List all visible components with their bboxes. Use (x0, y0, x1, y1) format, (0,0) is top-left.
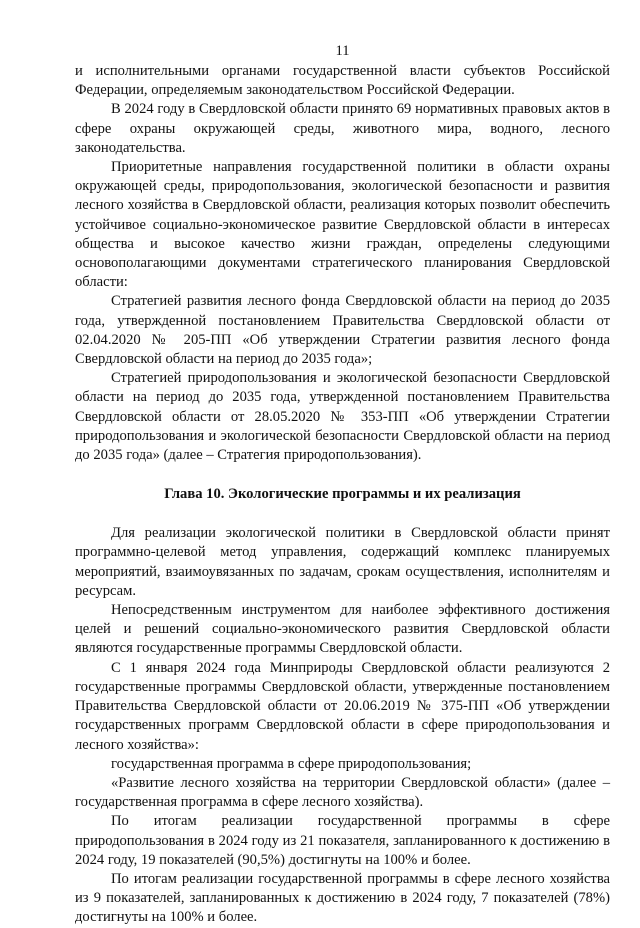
paragraph-continuation: и исполнительными органами государственной власти субъектов Российской Федерации, определяемым законодательством Российской Федерации. (75, 63, 610, 99)
section-after-chapter (75, 524, 610, 927)
paragraph-nature-strategy: Стратегией природопользования и экологической безопасности Свердловской области на период до 2035 года, утвержденной постановлением Правительства Свердловской области от 28.05.2020 № 353-ПП «Об утверждении Стратегии природопользования и экологической безопасности Свердловской области на период до 2035 года» (далее – Стратегия природопользования). (75, 370, 610, 464)
paragraph-priority-directions: Приоритетные направления государственной политики в области охраны окружающей среды, природопользования, экологической безопасности и развития лесного хозяйства в Свердловской области, реализация которых позволит обеспечить устойчивое социально-экономическое развитие Свердловской области в интересах общества и высокое качество жизни граждан, определены следующими основополагающими документами стратегического планирования Свердловской области: (75, 159, 610, 291)
paragraph-normative-acts: В 2024 году в Свердловской области принято 69 нормативных правовых актов в сфере охраны окружающей среды, животного мира, водного, лесного законодательства. (75, 101, 610, 156)
paragraph-nature-results: По итогам реализации государственной программы в сфере природопользования в 2024 году из 21 показателя, запланированного к достижению в 2024 году, 19 показателей (90,5%) достигнуты на 100% и более. (75, 813, 610, 868)
list-item-nature-program: государственная программа в сфере природопользования; (111, 755, 472, 772)
document-page (75, 40, 610, 928)
chapter-title: Глава 10. Экологические программы и их реализация (164, 486, 521, 503)
paragraph-state-programs: Непосредственным инструментом для наиболее эффективного достижения целей и решений социально-экономического развития Свердловской области являются государственные программы Свердловской области. (75, 602, 610, 657)
page-number: 11 (335, 43, 350, 59)
list-item-forest-program: «Развитие лесного хозяйства на территории Свердловской области» (далее – государственная программа в сфере лесного хозяйства). (75, 774, 610, 811)
paragraph-forest-results: По итогам реализации государственной программы в сфере лесного хозяйства из 9 показателей, запланированных к достижению в 2024 году, 7 показателей (78%) достигнуты на 100% и более. (75, 870, 610, 926)
section-before-chapter (75, 62, 610, 465)
paragraph-two-programs: С 1 января 2024 года Минприроды Свердловской области реализуются 2 государственные программы Свердловской области, утвержденные постановлением Правительства Свердловской области от 20.06.2019 № 375-ПП «Об утверждении государственных программ Свердловской области в сфере природопользования и лесного хозяйства»: (75, 659, 610, 753)
paragraph-program-method: Для реализации экологической политики в Свердловской области принят программно-целевой метод управления, содержащий комплекс планируемых мероприятий, взаимоувязанных по задачам, срокам осуществления, исполнителям и ресурсам. (75, 525, 610, 599)
paragraph-forest-strategy: Стратегией развития лесного фонда Свердловской области на период до 2035 года, утвержденной постановлением Правительства Свердловской области от 02.04.2020 № 205-ПП «Об утверждении Стратегии развития лесного фонда Свердловской области на период до 2035 года»; (75, 293, 610, 368)
